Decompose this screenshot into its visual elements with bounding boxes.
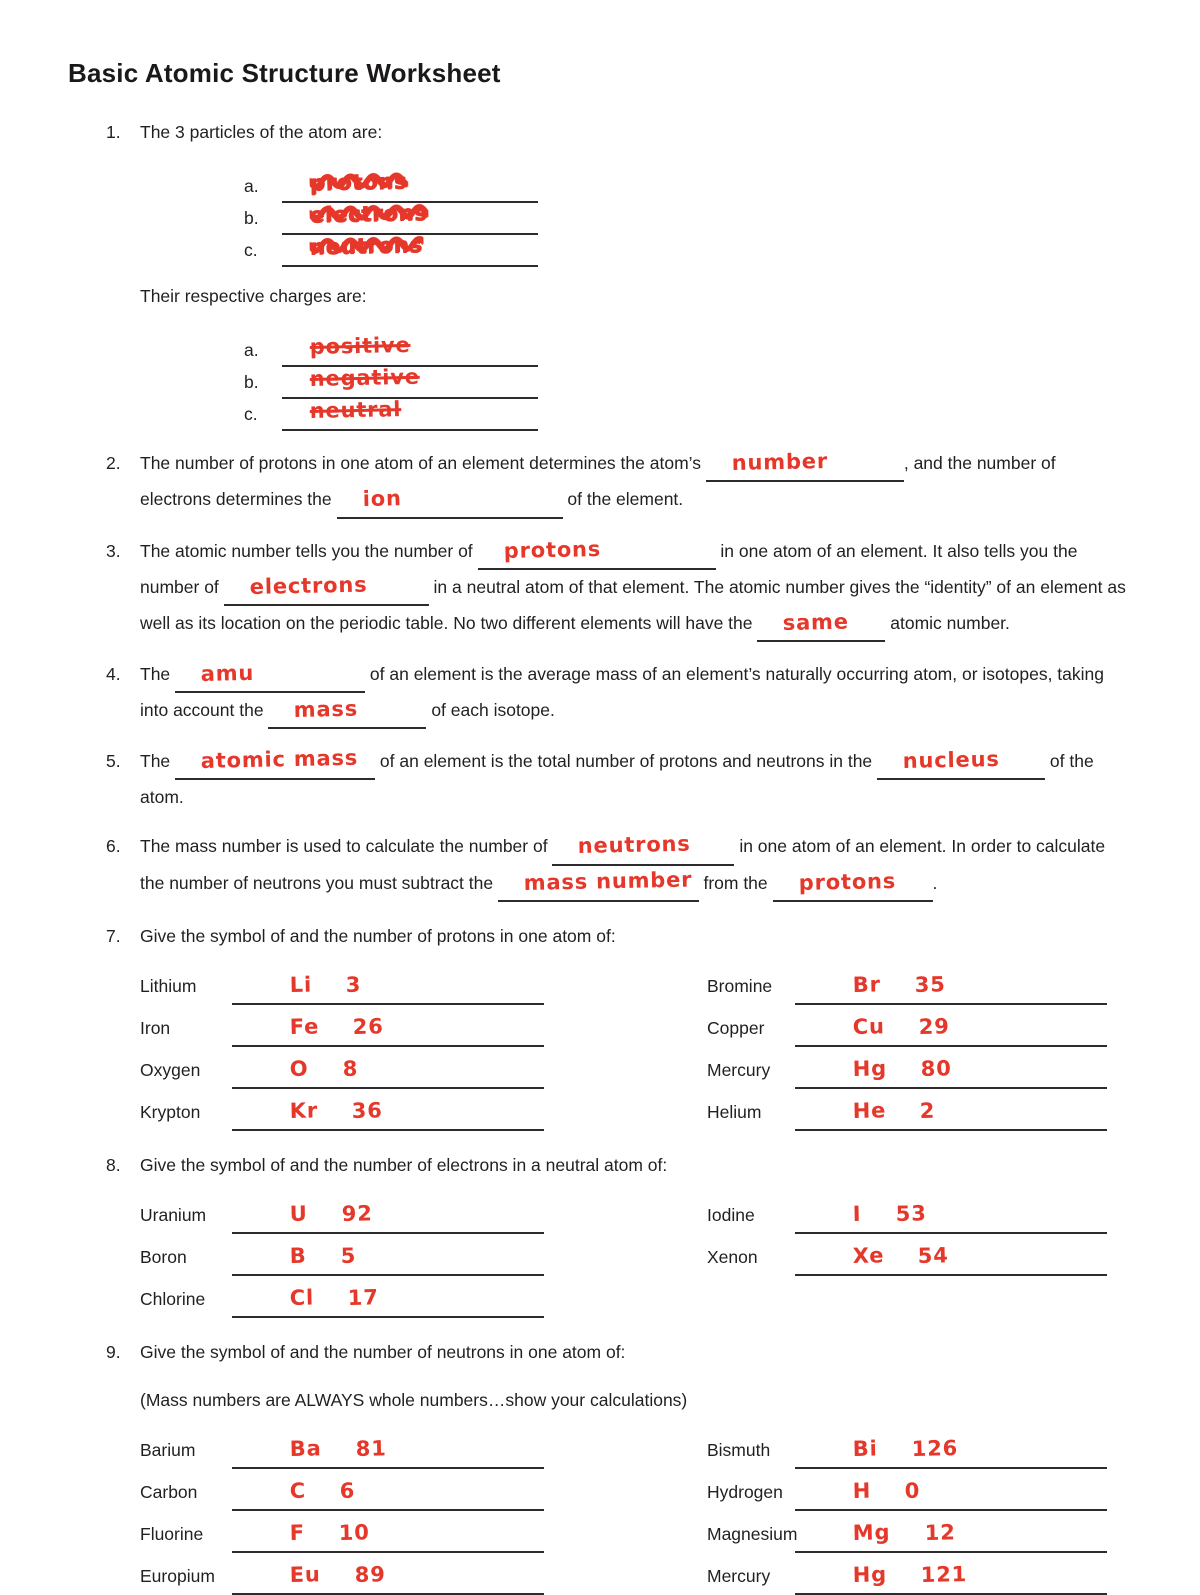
- element-row: [707, 1469, 1130, 1511]
- handwritten-symbol: Cu: [852, 1013, 885, 1039]
- question-4-number: 4.: [106, 663, 121, 684]
- element-name: Uranium: [140, 1204, 207, 1225]
- sentence-text: of each isotope.: [431, 700, 555, 720]
- handwritten-answer: electrons: [249, 572, 368, 599]
- element-row: [140, 1192, 707, 1234]
- element-name: Fluorine: [140, 1524, 204, 1544]
- handwritten-symbol: Eu: [289, 1562, 321, 1587]
- sentence-text: .: [932, 872, 938, 893]
- handwritten-symbol: Br: [852, 972, 881, 997]
- element-row: [140, 963, 707, 1005]
- handwritten-answer: protons: [503, 536, 601, 563]
- element-row: [140, 1089, 707, 1131]
- handwritten-symbol: Hg: [852, 1562, 888, 1587]
- element-name: Copper: [707, 1017, 765, 1038]
- element-row: [140, 1276, 707, 1318]
- handwritten-answer: mass: [293, 696, 359, 722]
- handwritten-answer: nucleus: [902, 747, 1000, 774]
- element-row: [707, 1047, 1130, 1089]
- question-9-answers: [140, 1427, 1130, 1595]
- handwritten-symbol: I: [852, 1201, 862, 1226]
- question-9-note: (Mass numbers are ALWAYS whole numbers…show your calculations): [140, 1390, 688, 1410]
- question-2: [68, 446, 1130, 518]
- answer-blank: [795, 1474, 1107, 1511]
- handwritten-answer: electrons: [309, 200, 428, 227]
- handwritten-answer: ion: [362, 486, 402, 512]
- element-row: [140, 1553, 707, 1595]
- element-name: Carbon: [140, 1482, 198, 1502]
- handwritten-number: 29: [918, 1013, 950, 1039]
- answer-blank: [498, 866, 699, 902]
- question-8: [68, 1148, 1130, 1318]
- handwritten-number: 121: [920, 1562, 968, 1587]
- handwritten-answer: number: [731, 449, 829, 476]
- handwritten-symbol: Cl: [289, 1285, 315, 1310]
- sentence-text: The number of protons in one atom of an element determines the atom’s: [140, 453, 701, 474]
- handwritten-answer: negative: [309, 364, 420, 392]
- question-1-prompt: The 3 particles of the atom are:: [140, 122, 383, 142]
- answer-blank: [232, 1197, 544, 1234]
- answer-blank: [232, 1010, 544, 1047]
- handwritten-number: 8: [342, 1056, 359, 1081]
- sentence-text: The mass number is used to calculate the number of: [140, 836, 548, 857]
- element-name: Chlorine: [140, 1288, 206, 1309]
- element-name: Europium: [140, 1566, 215, 1586]
- handwritten-number: 3: [345, 972, 362, 997]
- question-1-number: 1.: [106, 122, 121, 142]
- handwritten-answer: atomic mass: [200, 745, 359, 774]
- element-row: [140, 1511, 707, 1553]
- handwritten-symbol: He: [852, 1097, 887, 1123]
- sentence-text: The: [140, 663, 171, 684]
- item-letter: c.: [244, 240, 258, 260]
- answer-blank: [795, 1239, 1107, 1276]
- item-letter: b.: [244, 208, 259, 228]
- handwritten-number: 0: [904, 1478, 921, 1503]
- sentence-text: of the element.: [567, 489, 684, 510]
- element-row: [707, 963, 1130, 1005]
- handwritten-number: 12: [924, 1520, 956, 1545]
- question-7-number: 7.: [106, 925, 121, 946]
- handwritten-number: 5: [340, 1243, 357, 1268]
- element-name: Mercury: [707, 1059, 771, 1080]
- answer-blank: [795, 1432, 1107, 1469]
- answer-blank: [282, 230, 538, 267]
- handwritten-number: 53: [895, 1201, 927, 1226]
- handwritten-number: 81: [355, 1436, 387, 1461]
- answers-right-column: [707, 1192, 1130, 1318]
- element-row: [707, 1005, 1130, 1047]
- question-4: [68, 657, 1130, 729]
- handwritten-symbol: O: [289, 1056, 309, 1081]
- sentence-text: of an element is the total number of protons and neutrons in the: [379, 751, 873, 772]
- element-row: [140, 1047, 707, 1089]
- answers-left-column: [140, 1192, 707, 1318]
- handwritten-symbol: Bi: [852, 1436, 878, 1461]
- element-row: [707, 1192, 1130, 1234]
- question-3: [68, 534, 1130, 642]
- handwritten-number: 80: [920, 1055, 953, 1081]
- element-row: [140, 1469, 707, 1511]
- sentence-text: The atomic number tells you the number of: [140, 540, 473, 561]
- item-letter: a.: [244, 176, 259, 196]
- handwritten-number: 17: [347, 1285, 380, 1310]
- question-1-charges-list: [244, 335, 1130, 431]
- answer-blank: [232, 1432, 544, 1469]
- question-9-number: 9.: [106, 1341, 121, 1362]
- answer-blank: [795, 1516, 1107, 1553]
- answer-blank: [232, 1281, 544, 1318]
- list-item: [244, 399, 1130, 431]
- answers-right-column: [707, 963, 1130, 1131]
- question-3-number: 3.: [106, 540, 121, 561]
- answer-blank: [175, 744, 375, 780]
- handwritten-answer: amu: [200, 660, 255, 686]
- handwritten-symbol: Ba: [289, 1436, 322, 1461]
- question-9: [68, 1335, 1130, 1595]
- element-name: Bromine: [707, 975, 773, 996]
- answer-blank: [224, 570, 429, 606]
- question-5-number: 5.: [106, 751, 121, 772]
- answers-right-column: [707, 1427, 1130, 1595]
- element-row: [707, 1234, 1130, 1276]
- handwritten-number: 2: [919, 1098, 936, 1123]
- answer-blank: [795, 1558, 1107, 1595]
- answer-blank: [877, 744, 1045, 780]
- element-name: Iron: [140, 1017, 171, 1038]
- question-7-answers: [140, 963, 1130, 1131]
- element-row: [140, 1005, 707, 1047]
- element-row: [707, 1511, 1130, 1553]
- question-1: [68, 115, 1130, 431]
- handwritten-symbol: Mg: [852, 1520, 891, 1545]
- element-row: [707, 1553, 1130, 1595]
- question-9-prompt: Give the symbol of and the number of neutrons in one atom of:: [140, 1341, 626, 1362]
- handwritten-answer: protons: [309, 168, 408, 195]
- sentence-text: in one atom of an element. In order to calculate the number of neutrons you must subtract the: [140, 836, 1106, 893]
- handwritten-number: 35: [914, 971, 946, 997]
- question-6-number: 6.: [106, 836, 121, 857]
- handwritten-number: 54: [918, 1243, 950, 1268]
- handwritten-symbol: F: [289, 1520, 306, 1545]
- question-5: [68, 744, 1130, 814]
- sentence-text: The: [140, 751, 171, 772]
- handwritten-number: 10: [338, 1520, 370, 1545]
- question-2-number: 2.: [106, 453, 121, 474]
- question-8-number: 8.: [106, 1154, 121, 1175]
- element-name: Helium: [707, 1101, 762, 1122]
- element-name: Mercury: [707, 1566, 771, 1586]
- handwritten-answer: positive: [309, 333, 411, 360]
- handwritten-number: 126: [911, 1436, 959, 1461]
- item-letter: c.: [244, 404, 258, 425]
- question-6: [68, 829, 1130, 901]
- answer-blank: [232, 1474, 544, 1511]
- answer-blank: [232, 1094, 544, 1131]
- element-row: [140, 1234, 707, 1276]
- sentence-text: atomic number.: [890, 612, 1010, 633]
- handwritten-symbol: Li: [289, 972, 313, 997]
- handwritten-symbol: U: [289, 1201, 308, 1226]
- handwritten-symbol: B: [289, 1243, 307, 1268]
- sentence-text: of the atom.: [140, 751, 1094, 808]
- handwritten-number: 26: [352, 1013, 385, 1039]
- sentence-text: in a neutral atom of that element. The atomic number gives the “identity” of an element as well as its location on the periodic table. No two different elements will have the: [140, 576, 1126, 633]
- answers-left-column: [140, 1427, 707, 1595]
- question-8-answers: [140, 1192, 1130, 1318]
- sentence-text: in one atom of an element. It also tells you the number of: [140, 540, 1078, 597]
- handwritten-number: 89: [354, 1562, 386, 1587]
- sentence-text: , and the number of electrons determines the: [140, 453, 1056, 510]
- handwritten-symbol: Xe: [852, 1243, 885, 1268]
- handwritten-symbol: H: [852, 1478, 872, 1503]
- answer-blank: [773, 866, 933, 902]
- element-name: Iodine: [707, 1204, 755, 1225]
- handwritten-answer: neutrons: [309, 232, 423, 259]
- answer-blank: [795, 968, 1107, 1005]
- sentence-text: of an element is the average mass of an element’s naturally occurring atom, or isotopes, taking into account the: [140, 663, 1105, 720]
- handwritten-symbol: Fe: [289, 1014, 320, 1039]
- answers-left-column: [140, 963, 707, 1131]
- element-row: [707, 1089, 1130, 1131]
- question-1-charges-prompt: Their respective charges are:: [140, 286, 367, 307]
- handwritten-answer: same: [782, 609, 850, 635]
- answer-blank: [552, 829, 734, 865]
- answer-blank: [795, 1010, 1107, 1047]
- answer-blank: [268, 693, 426, 729]
- handwritten-symbol: Kr: [289, 1098, 319, 1123]
- handwritten-symbol: C: [289, 1478, 307, 1503]
- question-7: [68, 919, 1130, 1131]
- element-name: Magnesium: [707, 1524, 798, 1544]
- page-title: Basic Atomic Structure Worksheet: [68, 58, 501, 88]
- item-letter: a.: [244, 340, 259, 361]
- handwritten-number: 92: [341, 1201, 373, 1226]
- element-name: Barium: [140, 1440, 196, 1460]
- list-item: [244, 232, 1130, 267]
- element-name: Xenon: [707, 1246, 758, 1267]
- element-name: Krypton: [140, 1101, 201, 1122]
- answer-blank: [706, 446, 904, 482]
- element-name: Lithium: [140, 975, 197, 996]
- element-row: [707, 1427, 1130, 1469]
- handwritten-answer: neutral: [309, 397, 402, 424]
- handwritten-symbol: Hg: [852, 1055, 888, 1081]
- answer-blank: [757, 606, 885, 642]
- handwritten-answer: mass number: [523, 866, 693, 895]
- handwritten-number: 6: [339, 1478, 356, 1503]
- handwritten-number: 36: [351, 1097, 384, 1123]
- answer-blank: [795, 1197, 1107, 1234]
- element-name: Oxygen: [140, 1059, 201, 1080]
- answer-blank: [232, 1239, 544, 1276]
- item-letter: b.: [244, 372, 259, 393]
- answer-blank: [478, 534, 716, 570]
- answer-blank: [232, 1052, 544, 1089]
- question-1-particles-list: [244, 168, 1130, 267]
- answer-blank: [282, 394, 538, 431]
- answer-blank: [232, 1516, 544, 1553]
- answer-blank: [175, 657, 365, 693]
- element-row: [140, 1427, 707, 1469]
- element-name: Hydrogen: [707, 1482, 783, 1502]
- answer-blank: [795, 1052, 1107, 1089]
- answer-blank: [795, 1094, 1107, 1131]
- question-7-prompt: Give the symbol of and the number of protons in one atom of:: [140, 925, 616, 946]
- answer-blank: [337, 482, 563, 518]
- element-name: Boron: [140, 1246, 187, 1267]
- sentence-text: from the: [703, 872, 768, 893]
- handwritten-answer: neutrons: [577, 832, 692, 859]
- answer-blank: [232, 1558, 544, 1595]
- element-name: Bismuth: [707, 1440, 771, 1460]
- handwritten-answer: protons: [798, 868, 896, 895]
- answer-blank: [232, 968, 544, 1005]
- question-8-prompt: Give the symbol of and the number of electrons in a neutral atom of:: [140, 1154, 668, 1175]
